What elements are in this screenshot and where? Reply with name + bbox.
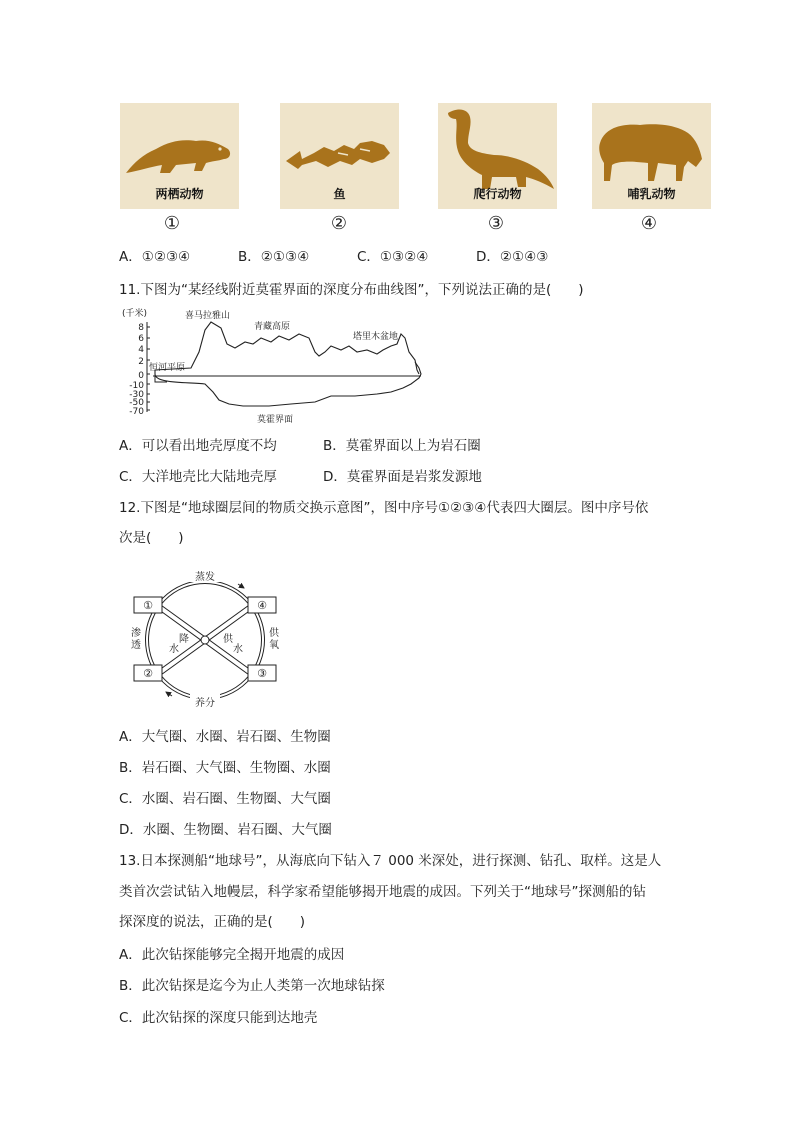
label-evaporation: 蒸发: [195, 572, 215, 583]
label-supply-1: 供: [223, 634, 233, 645]
box-2: ②: [143, 667, 153, 680]
q12-stem-line1: 12.下图是“地球圈层间的物质交换示意图”，图中序号①②③④代表四大圈层。图中序号依: [119, 500, 649, 516]
label-infiltrate-1: 渗: [131, 628, 141, 639]
tick-4: 4: [138, 345, 144, 355]
tick-neg70: -70: [129, 407, 144, 417]
q13-option-c: C．此次钻探的深度只能到达地壳: [119, 1010, 318, 1026]
tick-0: 0: [138, 371, 144, 381]
label-plain: 恒河平原: [149, 363, 186, 373]
q11-option-d: D．莫霍界面是岩浆发源地: [323, 469, 482, 485]
q12-stem-line2: 次是( ): [119, 530, 184, 546]
reptile-card: [438, 103, 557, 209]
q11-option-a: A．可以看出地壳厚度不均: [119, 438, 277, 454]
fish-card: [280, 103, 399, 209]
q13-option-b: B．此次钻探是迄今为止人类第一次地球钻探: [119, 978, 385, 994]
box-1: ①: [143, 599, 153, 612]
tick-8: 8: [138, 323, 144, 333]
reptile-label: 爬行动物: [473, 187, 522, 201]
mammal-card: [592, 103, 711, 209]
sphere-exchange-diagram: [128, 566, 282, 712]
label-plateau: 青藏高原: [254, 322, 291, 332]
q13-stem-line3: 探深度的说法，正确的是( ): [119, 914, 306, 930]
amphibian-label: 两栖动物: [155, 187, 204, 201]
q12-option-c: C．水圈、岩石圈、生物圈、大气圈: [119, 791, 331, 807]
animal-number-1: ①: [163, 213, 181, 234]
q13-option-a: A．此次钻探能够完全揭开地震的成因: [119, 947, 345, 963]
tick-neg50: -50: [129, 398, 144, 408]
chart-unit: (千米): [122, 309, 148, 319]
label-nutrients: 养分: [195, 698, 215, 709]
amphibian-card: [120, 103, 239, 209]
label-rain-2: 水: [169, 644, 179, 655]
label-himalaya: 喜马拉雅山: [185, 311, 231, 321]
label-rain-1: 降: [179, 634, 189, 645]
q13-stem-line2: 类首次尝试钻入地幔层，科学家希望能够揭开地震的成因。下列关于“地球号”探测船的钻: [119, 884, 646, 900]
moho-depth-chart: [119, 308, 431, 426]
label-oxygen-2: 氧: [269, 640, 279, 651]
q10-option-c: C．①③②④: [357, 249, 429, 265]
tick-neg30: -30: [129, 390, 144, 400]
label-supply-2: 水: [233, 644, 243, 655]
box-4: ④: [257, 599, 267, 612]
animal-number-4: ④: [640, 213, 658, 234]
mammal-label: 哺乳动物: [627, 187, 676, 201]
q13-stem-line1: 13.日本探测船“地球号”，从海底向下钻入７ 000 米深处，进行探测、钻孔、取样。这是人: [119, 853, 662, 869]
q10-option-a: A．①②③④: [119, 249, 191, 265]
label-moho: 莫霍界面: [257, 415, 294, 425]
animal-number-2: ②: [330, 213, 348, 234]
tick-6: 6: [138, 334, 144, 344]
q11-option-b: B．莫霍界面以上为岩石圈: [323, 438, 481, 454]
tick-2: 2: [138, 357, 144, 367]
q11-option-c: C．大洋地壳比大陆地壳厚: [119, 469, 277, 485]
label-tarim: 塔里木盆地: [353, 332, 399, 342]
tick-neg10: -10: [129, 381, 144, 391]
animal-number-3: ③: [487, 213, 505, 234]
q11-stem: 11.下图为“某经线附近莫霍界面的深度分布曲线图”，下列说法正确的是( ): [119, 282, 584, 298]
q10-option-d: D．②①④③: [476, 249, 549, 265]
q12-option-d: D．水圈、生物圈、岩石圈、大气圈: [119, 822, 332, 838]
label-oxygen-1: 供: [269, 628, 279, 639]
q12-option-b: B．岩石圈、大气圈、生物圈、水圈: [119, 760, 331, 776]
label-infiltrate-2: 透: [131, 640, 141, 651]
box-3: ③: [257, 667, 267, 680]
q12-option-a: A．大气圈、水圈、岩石圈、生物圈: [119, 729, 331, 745]
q10-option-b: B．②①③④: [238, 249, 310, 265]
fish-label: 鱼: [333, 187, 346, 201]
